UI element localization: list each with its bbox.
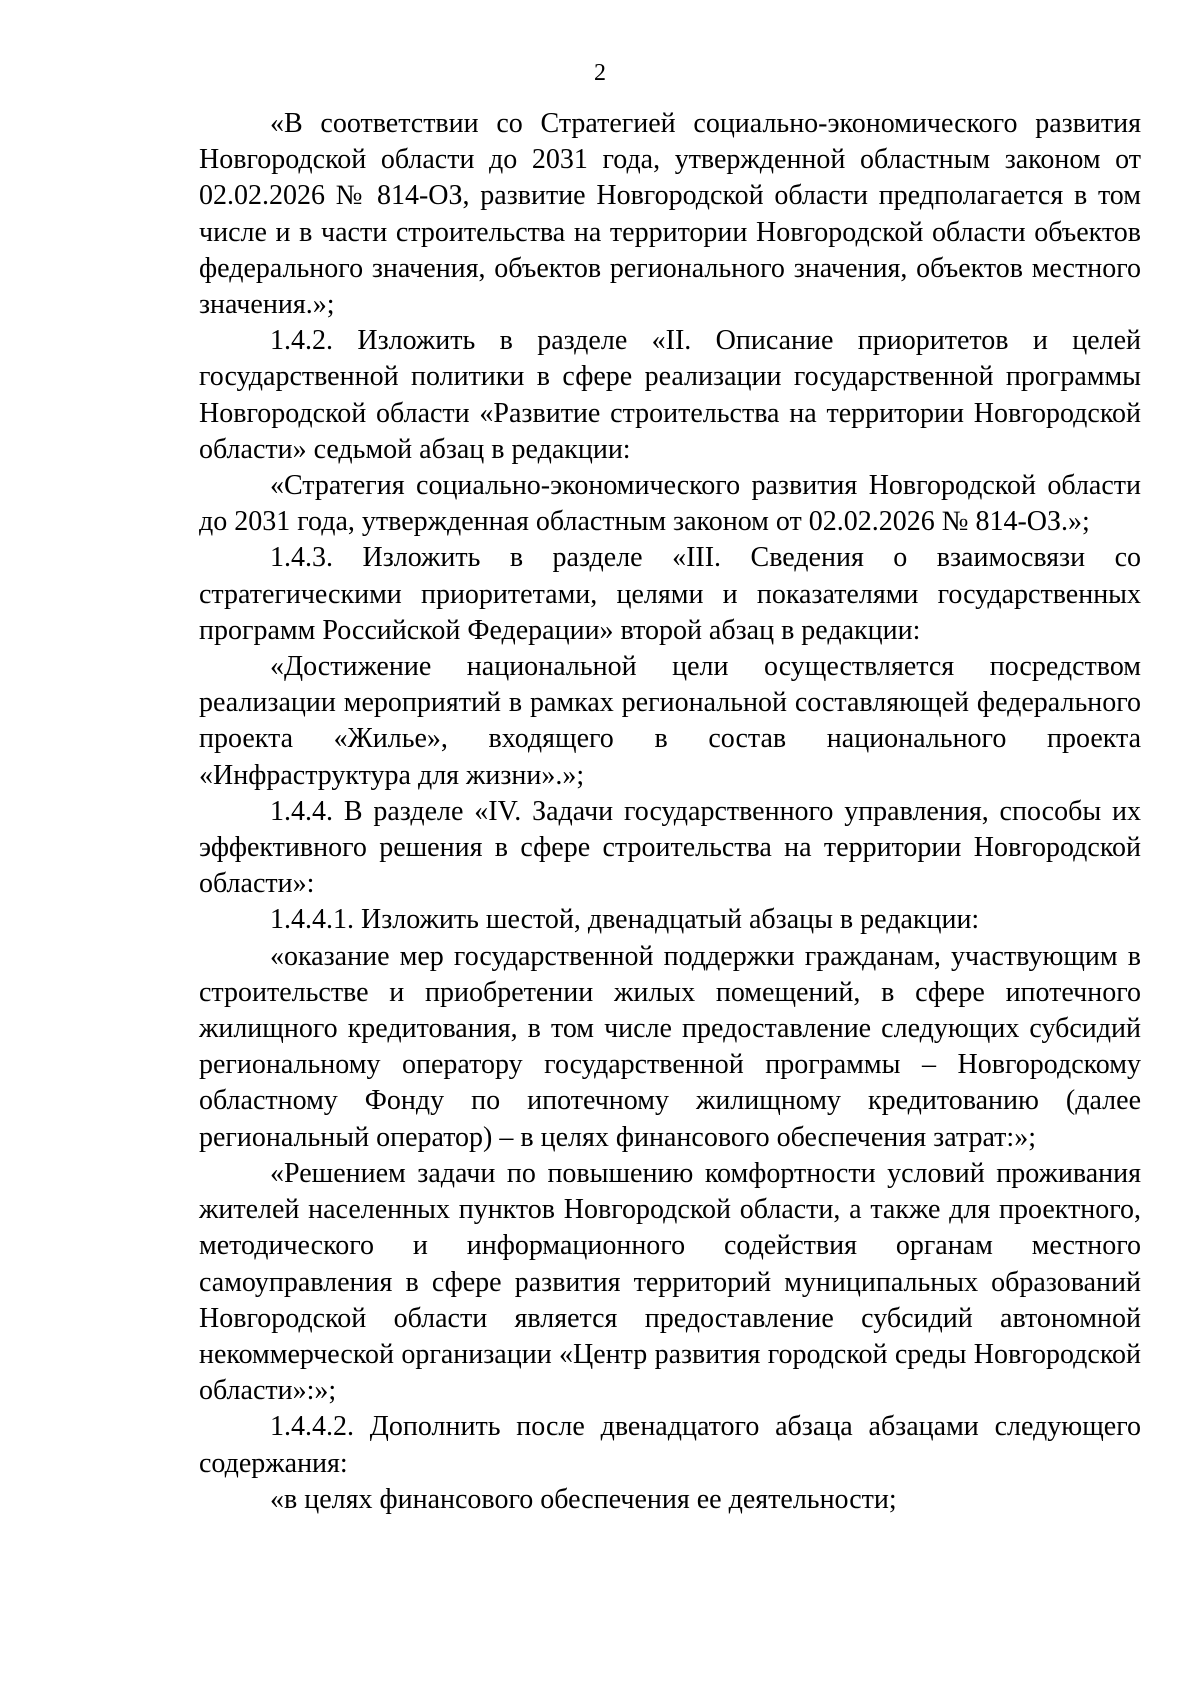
paragraph-1-4-3: 1.4.3. Изложить в разделе «III. Сведения о взаимосвязи со стратегическими приоритетами, целями и показателями государственных программ Российской Федерации» второй абзац в редакции:	[199, 542, 1141, 646]
paragraph-state-support: «оказание мер государственной поддержки гражданам, участвующим в строительстве и приобретении жилых помещений, в сфере ипотечного жилищного кредитования, в том числе предоставление следующих субсидий региональному оператору государственной программы – Новгородскому областному Фонду по ипотечному жилищному кредитованию (далее региональный оператор) – в целях финансового обеспечения затрат:»;	[199, 940, 1141, 1153]
document-body	[199, 106, 1141, 1518]
paragraph-financial-support: «в целях финансового обеспечения ее деятельности;	[270, 1483, 897, 1515]
paragraph-1-4-4: 1.4.4. В разделе «IV. Задачи государственного управления, способы их эффективного решения в сфере строительства на территории Новгородской области»:	[199, 795, 1141, 900]
paragraph-1-4-2: 1.4.2. Изложить в разделе «II. Описание приоритетов и целей государственной политики в сфере реализации государственной программы Новгородской области «Развитие строительства на территории Новгородской области» седьмой абзац в редакции:	[199, 325, 1141, 465]
paragraph-urban-comfort: «Решением задачи по повышению комфортности условий проживания жителей населенных пунктов Новгородской области, а также для проектного, методического и информационного содействия органам местного самоуправления в сфере развития территорий муниципальных образований Новгородской области является предоставление субсидий автономной некоммерческой организации «Центр развития городской среды Новгородской области»:»;	[199, 1157, 1141, 1407]
page-number: 2	[594, 60, 606, 86]
paragraph-national-goal: «Достижение национальной цели осуществляется посредством реализации мероприятий в рамках региональной составляющей федерального проекта «Жилье», входящего в состав национального проекта «Инфраструктура для жизни».»;	[199, 651, 1141, 791]
paragraph-strategy-reference: «Стратегия социально-экономического развития Новгородской области до 2031 года, утвержденная областным законом от 02.02.2026 № 814-ОЗ.»;	[199, 470, 1141, 538]
paragraph-1-4-4-2: 1.4.4.2. Дополнить после двенадцатого абзаца абзацами следующего содержания:	[199, 1411, 1141, 1479]
paragraph-strategy-quote: «В соответствии со Стратегией социально-экономического развития Новгородской области до 2031 года, утвержденной областным законом от 02.02.2026 № 814-ОЗ, развитие Новгородской области предполагается в том числе и в части строительства на территории Новгородской области объектов федерального значения, объектов регионального значения, объектов местного значения.»;	[199, 108, 1141, 321]
paragraph-1-4-4-1: 1.4.4.1. Изложить шестой, двенадцатый абзацы в редакции:	[270, 904, 980, 936]
